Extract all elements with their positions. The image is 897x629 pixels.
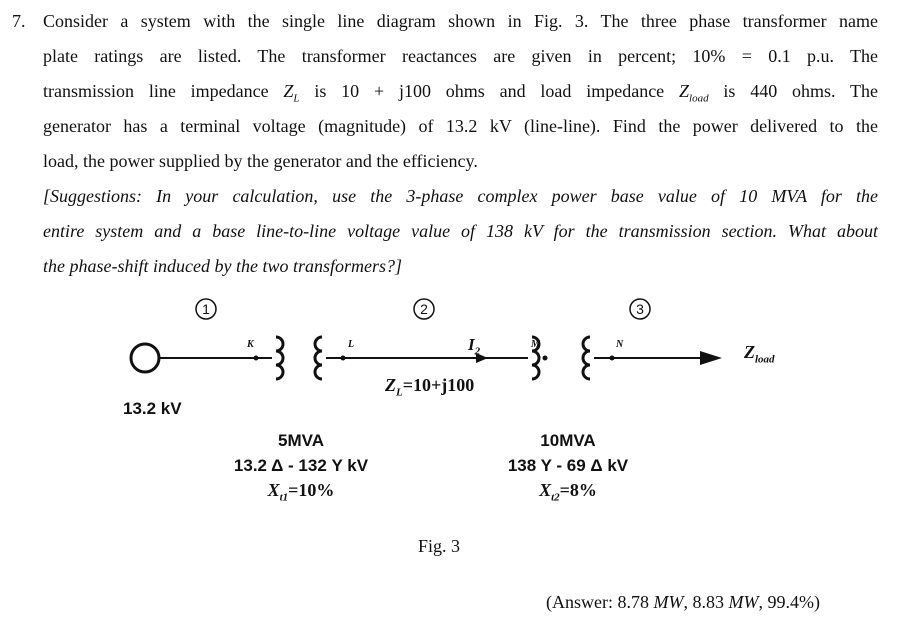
line-impedance-label: $Z_L=10+j100$ [385,375,475,399]
figure-caption: Fig. 3 [418,536,461,556]
node-l-dot [341,356,346,361]
transformer2-voltage: 138 Y - 69 Δ kV [507,456,629,475]
transformer1-rating: 5MVA [278,431,324,450]
bus-3-label: 3 [636,301,644,317]
node-m-label: M [531,339,540,350]
transformer1-reactance: $X_{t1}=10\%$ [267,480,335,504]
generator-voltage-label: 13.2 kV [123,399,182,418]
statement-line: load, the power supplied by the generator and the efficiency. [43,151,478,171]
generator-symbol [131,344,159,372]
problem-statement [43,1,878,176]
node-n-dot [610,356,615,361]
suggestion-line: the phase-shift induced by the two transformers?] [43,256,402,276]
current-label: $I_2$ [468,335,481,358]
statement-line: transmission line impedance $Z_L$ is 10 + j100 ohms and load impedance $Z_{load}$ is 440 ohms. The [43,81,878,105]
transformer2-rating: 10MVA [540,431,596,450]
problem-number: 7. [12,11,26,31]
statement-line: plate ratings are listed. The transformer reactances are given in percent; 10% = 0.1 p.u. The [43,46,878,66]
suggestion-line: entire system and a base line-to-line voltage value of 138 kV for the transmission section. What about [43,221,878,241]
node-k-dot [254,356,259,361]
node-m-dot [543,356,548,361]
load-impedance-label: $Z_{load}$ [744,342,775,366]
node-l-label: L [348,339,355,350]
single-line-diagram [0,285,897,575]
transformer2-reactance: $X_{t2}=8\%$ [539,480,597,504]
bus-2-label: 2 [420,301,428,317]
load-arrow [700,351,722,365]
suggestions [43,176,878,281]
node-n-label: N [616,339,624,350]
bus-1-label: 1 [202,301,210,317]
statement-line: generator has a terminal voltage (magnitude) of 13.2 kV (line-line). Find the power delivered to the [43,116,878,136]
answer: (Answer: 8.78 MW, 8.83 MW, 99.4%) [546,592,820,612]
suggestion-line: [Suggestions: In your calculation, use the 3-phase complex power base value of 10 MVA for the [43,186,878,206]
diagram-drawing [0,285,897,575]
statement-line: Consider a system with the single line diagram shown in Fig. 3. The three phase transformer name [43,11,878,31]
transformer2-secondary-coil [583,337,590,379]
transformer1-secondary-coil [315,337,322,379]
node-k-label: K [247,339,254,350]
transformer1-voltage: 13.2 Δ - 132 Y kV [233,456,369,475]
transformer1-primary-coil [276,337,283,379]
